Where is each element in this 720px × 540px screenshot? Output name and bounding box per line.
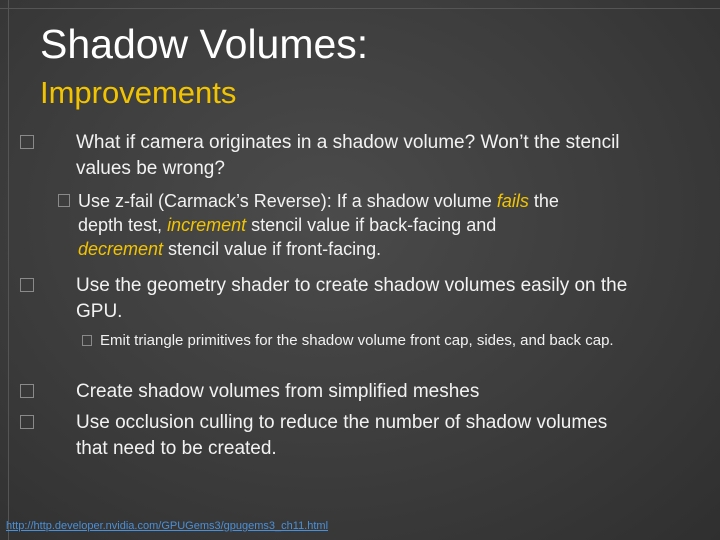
bullet-text: Use the geometry shader to create shadow volumes easily on the GPU.	[76, 275, 628, 322]
bullet-box-icon	[82, 335, 92, 346]
bullet-box-icon	[20, 278, 34, 292]
source-link[interactable]: http://http.developer.nvidia.com/GPUGems3/gpugems3_ch11.html	[6, 520, 329, 532]
frame-line-top	[0, 8, 720, 9]
slide-title: Shadow Volumes:	[40, 21, 369, 67]
bullet-box-icon	[58, 194, 70, 207]
sub-sub-bullet-text: Emit triangle primitives for the shadow volume front cap, sides, and back cap.	[100, 332, 614, 349]
bullet-text: Use occlusion culling to reduce the number of shadow volumes that need to be created.	[76, 412, 608, 459]
bullet-text: Create shadow volumes from simplified meshes	[76, 381, 480, 402]
slide-subtitle: Improvements	[40, 75, 237, 110]
sub-bullet-part2: the depth test,	[78, 191, 559, 235]
highlight-fails: fails	[496, 191, 529, 211]
bullet-box-icon	[20, 135, 34, 149]
bullet-box-icon	[20, 384, 34, 398]
highlight-increment: increment	[167, 215, 247, 235]
sub-bullet-part1: Use z-fail (Carmack’s Reverse): If a shadow volume	[78, 191, 497, 211]
bullet-text: What if camera originates in a shadow volume? Won’t the stencil values be wrong?	[76, 132, 620, 179]
bullet-box-icon	[20, 415, 34, 429]
sub-bullet-part4: stencil value if front-facing.	[163, 239, 382, 259]
highlight-decrement: decrement	[78, 239, 164, 259]
sub-bullet-part3: stencil value if back-facing and	[246, 215, 497, 235]
frame-line-left	[8, 0, 9, 540]
sub-bullet-text	[78, 189, 578, 261]
